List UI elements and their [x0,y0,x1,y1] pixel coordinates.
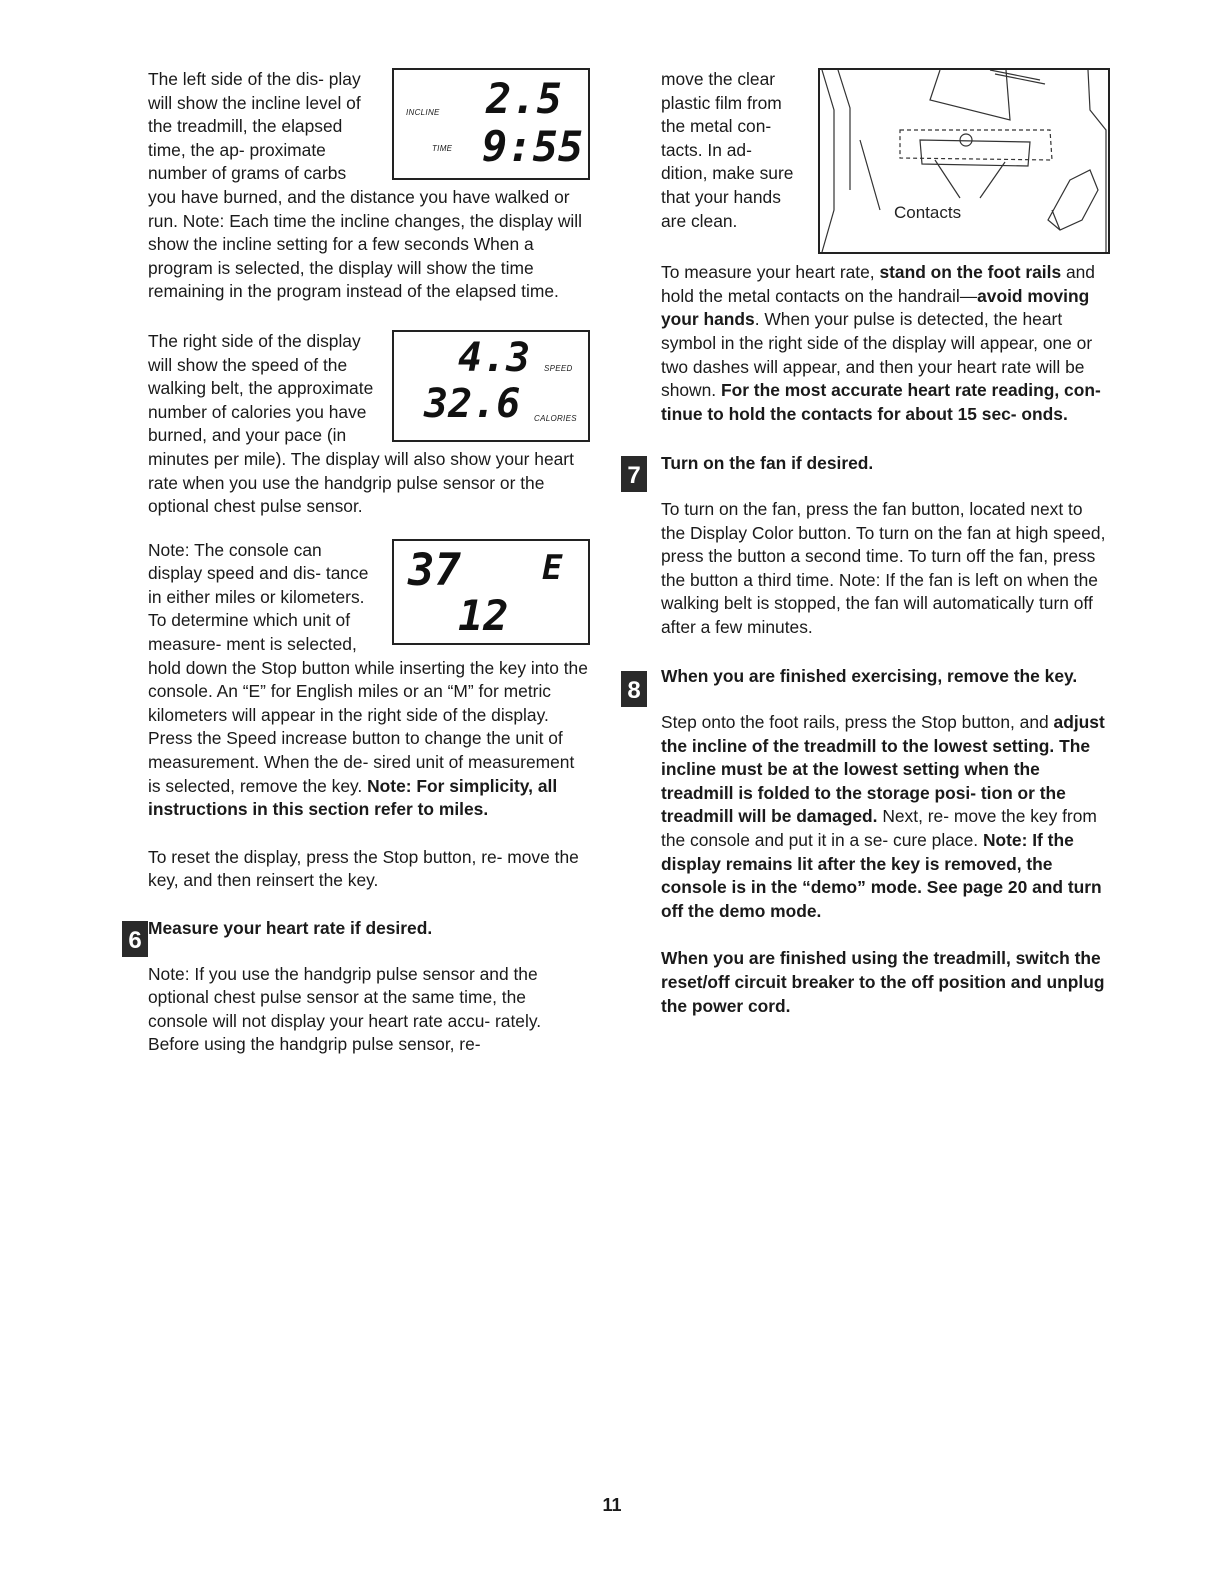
incline-time-display-figure [392,68,590,180]
speed-label: SPEED [544,363,573,373]
units-digits-bottom: 12 [458,590,509,640]
step-6-title: Measure your heart rate if desired. [148,918,433,938]
hr-text-a: To measure your heart rate, [661,262,875,283]
speed-digits: 4.3 [458,334,531,381]
calories-digits: 32.6 [424,380,521,427]
hr-text-c: and hold the metal contacts on the handrail— [661,262,1095,306]
units-letter: E [542,547,563,588]
hr-text-e: . When your pulse is detected, the heart symbol in the right side of the display will appear, one or two dashes will appear, and then your heart rate will be shown. [661,309,1093,401]
units-note-text: Note: The console can display speed and dis- tance in either miles or kilometers. To determine which unit of measure- ment is selected, hold down the Stop button while inserting the key into the console. An “E” for English miles or an “M” for metric kilometers will appear in the right side of the display. Press the Speed increase button to change the unit of measurement. When the de- sired unit of measurement is selected, remove the key. [148,539,588,796]
paragraph-handgrip-note: Note: If you use the handgrip pulse sensor and the optional chest pulse sensor at the same time, the console will not display your heart rate accu- rately. Before using the handgrip pulse sensor, re- [148,963,542,1055]
contacts-label: Contacts [894,203,962,222]
hr-text-d: avoid moving your hands [661,285,1090,330]
calories-label: CALORIES [534,413,577,423]
step-7-title: Turn on the fan if desired. [661,453,874,474]
speed-calories-display-figure [392,330,590,442]
paragraph-clean-hands: move the clear plastic film from the metal con- tacts. In ad- dition, make sure that your hands are clean. [661,69,794,231]
paragraph-left-display: The left side of the dis- play will show the incline level of the treadmill, the elapsed time, the ap- proximate number of grams of carbs you have burned, and the distance you have walked or run. Note: Each time the incline changes, the display will show the incline setting for a few seconds When a program is selected, the display will show the time remaining in the program instead of the elapsed time. [148,69,583,302]
right-column [610,68,1110,1018]
incline-digits: 2.5 [486,74,562,123]
handrail-contacts-illustration [820,70,1108,252]
step-7 [627,452,1110,490]
finished-text: When you are finished using the treadmill, switch the reset/off circuit breaker to the off position and unplug the power cord. [661,948,1105,1016]
paragraph-finished [661,947,1110,1018]
step-8-badge: 8 [621,671,647,707]
simplicity-note: Note: For simplicity, all instructions in this section refer to miles. [148,775,558,820]
incline-label: INCLINE [406,108,440,117]
hr-text-f: For the most accurate heart rate reading, con- tinue to hold the contacts for about 15 sec- onds. [661,380,1101,424]
paragraph-measure-heart-rate [661,261,1110,426]
paragraph-fan: To turn on the fan, press the fan button, located next to the Display Color button. To turn on the fan at high speed, press the button a second time. To turn off the fan, press the button a third time. Note: If the fan is left on when the walking belt is stopped, the fan will automatically turn off after a few minutes. [661,498,1106,637]
units-digits-top: 37 [408,544,461,596]
contacts-figure [818,68,1110,254]
remove-key-c: Next, re- move the key from the console and put it in a se- cure place. [661,806,1097,851]
step-7-badge: 7 [621,456,647,492]
left-column [128,68,590,1057]
remove-key-a: Step onto the foot rails, press the Stop button, and [661,712,1049,733]
units-display-figure [392,539,590,645]
step-8 [627,665,1110,705]
paragraph-reset-display: To reset the display, press the Stop button, re- move the key, and then reinsert the key. [148,846,579,891]
remove-key-b: adjust the incline of the treadmill to the lowest setting. The incline must be at the lowest setting when the treadmill is folded to the storage posi- tion or the treadmill will be damaged. [661,712,1105,827]
remove-key-d: Note: If the display remains lit after the key is removed, the console is in the “demo” mode. See page 20 and turn off the demo mode. [661,830,1102,921]
page-number: 11 [602,1495,622,1515]
step-8-title: When you are finished exercising, remove the key. [661,666,1078,687]
step-6 [128,917,590,954]
time-digits: 9:55 [482,122,584,171]
hr-text-b: stand on the foot rails [879,262,1062,283]
time-label: TIME [432,144,453,153]
step-6-badge: 6 [122,921,148,957]
paragraph-remove-key [661,711,1110,923]
paragraph-right-display: The right side of the display will show the speed of the walking belt, the approximate number of calories you have burned, and your pace (in minutes per mile). The display will also show your heart rate when you use the handgrip pulse sensor or the optional chest pulse sensor. [148,330,574,517]
